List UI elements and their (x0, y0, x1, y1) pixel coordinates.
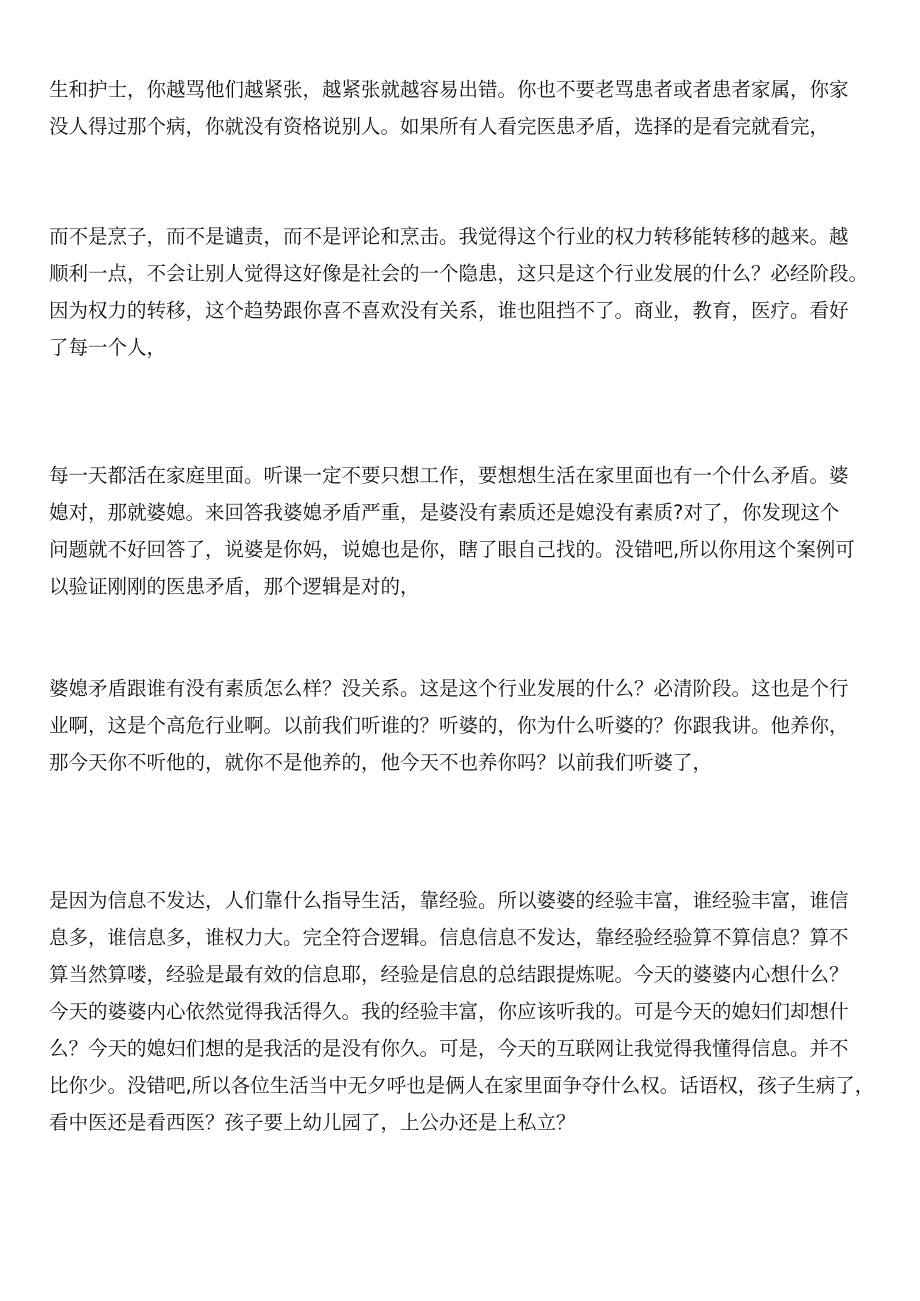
text-line: 没人得过那个病，你就没有资格说别人。如果所有人看完医患矛盾，选择的是看完就看完， (49, 115, 830, 138)
text-line: 算当然算喽，经验是最有效的信息耶，经验是信息的总结跟提炼呢。今天的婆婆内心想什么？ (49, 963, 849, 986)
paragraph-3 (49, 457, 885, 605)
text-line: 问题就不好回答了，说婆是你妈，说媳也是你，瞎了眼自己找的。没错吧,所以你用这个案例可 (49, 538, 855, 561)
text-line: 媳对，那就婆媳。来回答我婆媳矛盾严重，是婆没有素质还是媳没有素质?对了，你发现这个 (49, 501, 840, 524)
text-line: 么？今天的媳妇们想的是我活的是没有你久。可是，今天的互联网让我觉得我懂得信息。并不 (49, 1037, 849, 1060)
text-line: 比你少。没错吧,所以各位生活当中无夕呼也是俩人在家里面争夺什么权。话语权，孩子生病了， (49, 1074, 875, 1097)
text-line: 是因为信息不发达，人们靠什么指导生活，靠经验。所以婆婆的经验丰富，谁经验丰富，谁信 (49, 889, 849, 912)
text-line: 而不是烹子，而不是谴责，而不是评论和烹击。我觉得这个行业的权力转移能转移的越来。越 (49, 225, 849, 248)
paragraph-5 (49, 882, 885, 1141)
text-line: 今天的婆婆内心依然觉得我活得久。我的经验丰富，你应该听我的。可是今天的媳妇们却想什 (49, 1000, 849, 1023)
paragraph-1 (49, 71, 885, 145)
text-line: 生和护士，你越骂他们越紧张，越紧张就越容易出错。你也不要老骂患者或者患者家属，你家 (49, 78, 849, 101)
paragraph-4 (49, 670, 885, 781)
text-line: 以验证刚刚的医患矛盾，那个逻辑是对的， (49, 575, 420, 598)
text-line: 每一天都活在家庭里面。听课一定不要只想工作，要想想生活在家里面也有一个什么矛盾。婆 (49, 464, 849, 487)
text-line: 了每一个人， (49, 336, 167, 359)
text-line: 那今天你不听他的，就你不是他养的，他今天不也养你吗？以前我们听婆了， (49, 751, 713, 774)
text-line: 顺利一点，不会让别人觉得这好像是社会的一个隐患，这只是这个行业发展的什么？必经阶段。 (49, 262, 869, 285)
text-line: 业啊，这是个高危行业啊。以前我们听谁的？听婆的，你为什么听婆的？你跟我讲。他养你， (49, 714, 849, 737)
paragraph-2 (49, 218, 885, 366)
text-line: 息多，谁信息多，谁权力大。完全符合逻辑。信息信息不发达，靠经验经验算不算信息？算不 (49, 926, 849, 949)
text-line: 看中医还是看西医？孩子要上幼儿园了，上公办还是上私立？ (49, 1111, 576, 1134)
text-line: 因为权力的转移，这个趋势跟你喜不喜欢没有关系，谁也阻挡不了。商业，教育，医疗。看好 (49, 299, 849, 322)
text-line: 婆媳矛盾跟谁有没有素质怎么样？没关系。这是这个行业发展的什么？必清阶段。这也是个行 (49, 677, 849, 700)
